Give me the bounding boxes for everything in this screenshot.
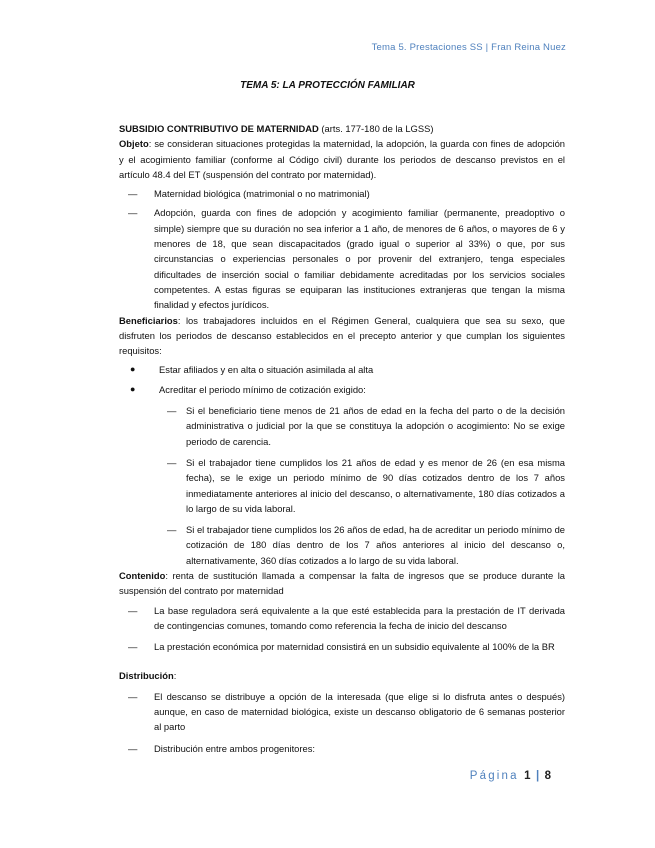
page-total: 8 <box>544 770 551 782</box>
list-item <box>119 382 565 397</box>
sub-list-item <box>119 403 565 449</box>
page-number: 1 <box>524 770 531 782</box>
list-item <box>119 362 565 377</box>
list-item-text: El descanso se distribuye a opción de la interesada (que elige si lo disfruta antes o después) aunque, en caso de maternidad biológica, existe un descanso obligatorio de 6 semanas posterior al parto <box>154 690 565 733</box>
sub-list-item <box>119 455 565 516</box>
list-item-text: La base reguladora será equivalente a la que esté establecida para la prestación de IT derivada de contingencias comunes, tomando como referencia la fecha de inicio del descanso <box>154 604 565 631</box>
list-item-text: Adopción, guarda con fines de adopción y acogimiento familiar (permanente, preadoptivo o simple) siempre que su duración no sea inferior a 1 año, de menores de 6 años, o mayores de 6 y menores de 18, que sean discapacitados (grado igual o superior al 33%) o que, por sus circunstancias o experiencias personales o por provenir del extranjero, tenga especiales dificultades de inserción social o familiar debidamente acreditadas por los servicios sociales competentes. A estas figuras se equiparan las instituciones extranjeras que tengan la misma finalidad y efectos jurídicos. <box>154 207 565 311</box>
contenido-text: : renta de sustitución llamada a compensar la falta de ingresos que se produce durante la suspensión del contrato por maternidad <box>119 570 565 597</box>
section-heading-text: SUBSIDIO CONTRIBUTIVO DE MATERNIDAD <box>119 123 319 134</box>
objeto-label: Objeto <box>119 138 149 150</box>
sub-list-item <box>119 522 565 568</box>
page-footer <box>470 770 551 782</box>
dash-icon: — <box>128 690 138 702</box>
page-body <box>119 121 565 756</box>
list-item <box>119 689 565 735</box>
dash-icon: — <box>167 524 177 536</box>
list-item <box>119 186 565 201</box>
distribucion-heading <box>119 668 565 683</box>
beneficiarios-text: : los trabajadores incluidos en el Régimen General, cualquiera que sea su sexo, que disfruten los periodos de descanso establecidos en el precepto anterior y que cumplan los siguientes requisitos: <box>119 314 565 357</box>
distribucion-colon: : <box>173 669 177 681</box>
beneficiarios-label: Beneficiarios <box>119 314 178 326</box>
list-item-text: Maternidad biológica (matrimonial o no matrimonial) <box>154 188 370 200</box>
dash-icon: — <box>128 207 138 219</box>
dash-icon: — <box>128 604 138 616</box>
sub-list-item-text: Si el beneficiario tiene menos de 21 años de edad en la fecha del parto o de la decisión administrativa o judicial por la que se constituya la adopción o acogimiento: No se exige periodo de carencia. <box>186 405 565 447</box>
objeto-paragraph <box>119 136 565 182</box>
list-item-text: Estar afiliados y en alta o situación asimilada al alta <box>159 364 374 376</box>
sub-list-item-text: Si el trabajador tiene cumplidos los 21 años de edad y es menor de 26 (en esa misma fecha), se le exige un periodo mínimo de 90 días cotizados dentro de los 7 años inmediatamente anteriores al inicio del descanso, o alternativamente, 180 días cotizados a lo largo de su vida laboral. <box>186 456 565 514</box>
contenido-paragraph <box>119 568 565 599</box>
dash-icon: — <box>128 188 138 200</box>
bullet-icon: ● <box>130 383 136 394</box>
list-item-text: Distribución entre ambos progenitores: <box>154 742 316 754</box>
sub-list-item-text: Si el trabajador tiene cumplidos los 26 años de edad, ha de acreditar un periodo mínimo de cotización de 180 días dentro de los 7 años anteriores al inicio del descanso o, alternativamente, 360 días cotizados a lo largo de su vida laboral. <box>186 524 565 566</box>
contenido-label: Contenido <box>119 570 166 582</box>
document-title: TEMA 5: LA PROTECCIÓN FAMILIAR <box>240 80 415 91</box>
dash-icon: — <box>128 641 138 653</box>
beneficiarios-paragraph <box>119 313 565 359</box>
list-item <box>119 741 565 756</box>
list-item <box>119 639 565 654</box>
objeto-text: : se consideran situaciones protegidas la maternidad, la adopción, la guarda con fines de adopción y el acogimiento familiar (conforme al Código civil) durante los periodos de descanso previstos en el artículo 48.4 del ET (suspensión del contrato por maternidad). <box>119 138 565 180</box>
section-heading-ref: (arts. 177-180 de la LGSS) <box>318 123 434 134</box>
page-label: Página <box>469 770 519 782</box>
list-item-text: La prestación económica por maternidad consistirá en un subsidio equivalente al 100% de la BR <box>154 641 555 653</box>
distribucion-label: Distribución <box>119 669 174 681</box>
bullet-icon: ● <box>130 364 136 375</box>
dash-icon: — <box>128 742 138 754</box>
page-separator: | <box>535 770 540 782</box>
page-header: Tema 5. Prestaciones SS | Fran Reina Nuez <box>371 42 566 53</box>
section-heading <box>119 121 565 136</box>
list-item <box>119 205 565 312</box>
list-item <box>119 603 565 634</box>
list-item-text: Acreditar el periodo mínimo de cotización exigido: <box>159 383 366 395</box>
dash-icon: — <box>167 456 177 468</box>
dash-icon: — <box>167 405 177 417</box>
